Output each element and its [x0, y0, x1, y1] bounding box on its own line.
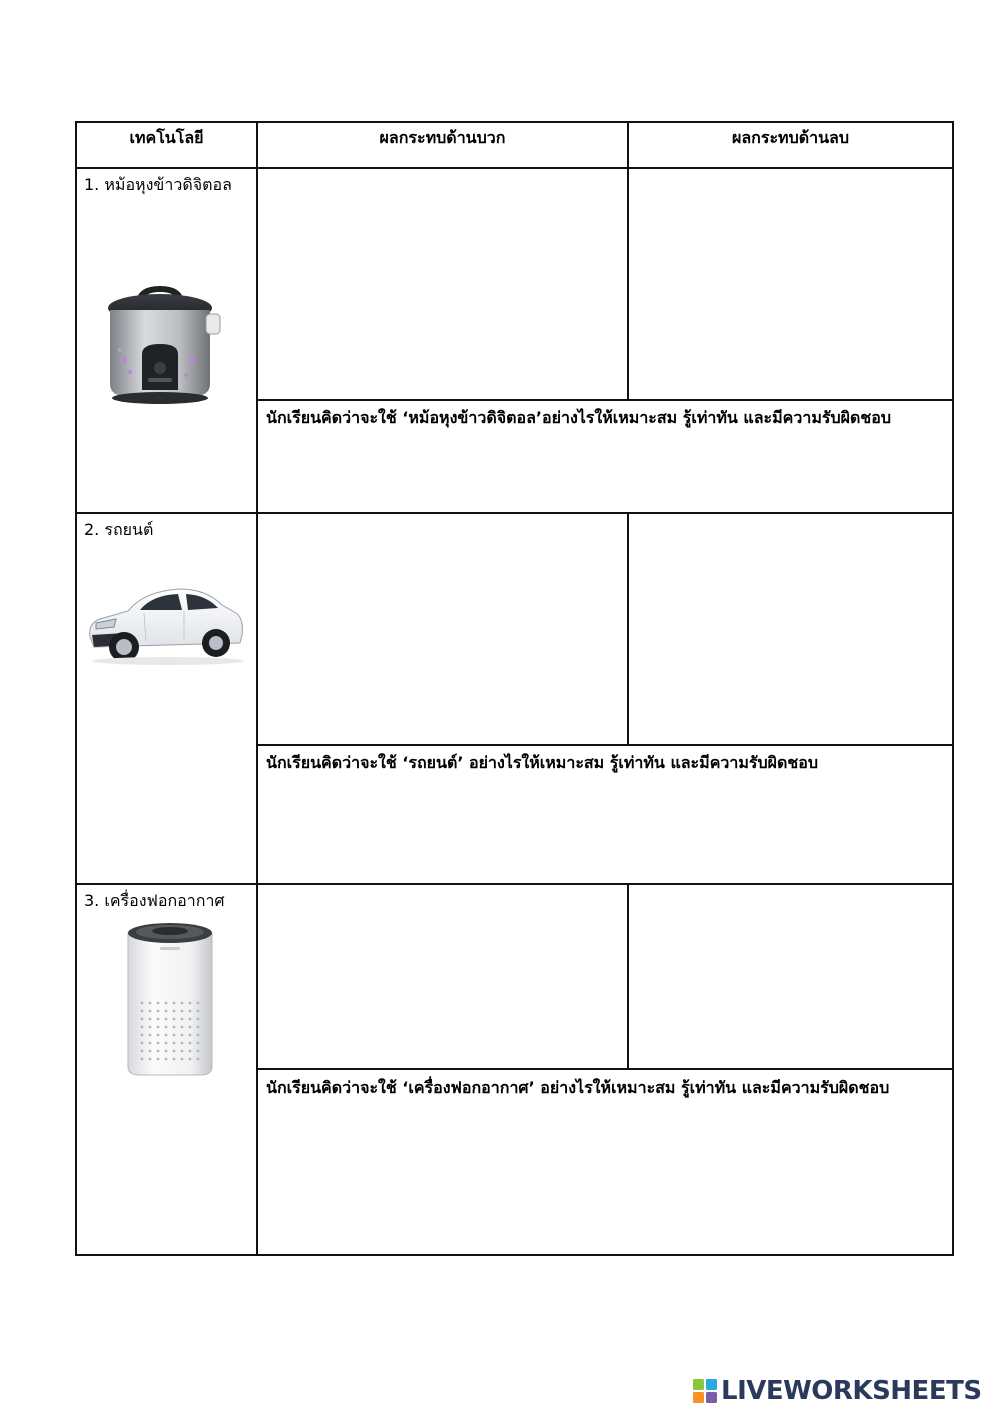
technology-label-rice-cooker: 1. หม้อหุงข้าวดิจิตอล [84, 175, 232, 194]
header-technology: เทคโนโลยี [129, 128, 204, 147]
negative-impact-answer-rice-cooker[interactable] [630, 170, 951, 398]
header-positive-impact: ผลกระทบด้านบวก [379, 128, 506, 147]
usage-question-car: นักเรียนคิดว่าจะใช้ ‘รถยนต์’ อย่างไรให้เหมาะสม รู้เท่าทัน และมีความรับผิดชอบ [266, 753, 819, 772]
liveworksheets-brand [693, 1376, 982, 1406]
technology-label-car: 2. รถยนต์ [84, 520, 154, 539]
usage-answer-rice-cooker[interactable] [259, 436, 951, 510]
positive-impact-answer-rice-cooker[interactable] [259, 170, 626, 398]
usage-answer-air-purifier[interactable] [259, 1106, 951, 1252]
rice-cooker-image [98, 280, 228, 410]
usage-answer-car[interactable] [259, 781, 951, 881]
negative-impact-answer-car[interactable] [630, 515, 951, 743]
technology-label-air-purifier: 3. เครื่องฟอกอากาศ [84, 891, 225, 910]
air-purifier-image [120, 915, 220, 1080]
liveworksheets-logo-icon [693, 1379, 717, 1403]
brand-name: LIVEWORKSHEETS [721, 1376, 982, 1406]
positive-impact-answer-car[interactable] [259, 515, 626, 743]
usage-question-rice-cooker: นักเรียนคิดว่าจะใช้ ‘หม้อหุงข้าวดิจิตอล’อย่างไรให้เหมาะสม รู้เท่าทัน และมีความรับผิดชอบ [266, 408, 892, 427]
usage-question-air-purifier: นักเรียนคิดว่าจะใช้ ‘เครื่องฟอกอากาศ’ อย่างไรให้เหมาะสม รู้เท่าทัน และมีความรับผิดชอบ [266, 1078, 890, 1097]
negative-impact-answer-air-purifier[interactable] [630, 886, 951, 1067]
header-negative-impact: ผลกระทบด้านลบ [731, 128, 850, 147]
positive-impact-answer-air-purifier[interactable] [259, 886, 626, 1067]
car-image [84, 577, 246, 667]
